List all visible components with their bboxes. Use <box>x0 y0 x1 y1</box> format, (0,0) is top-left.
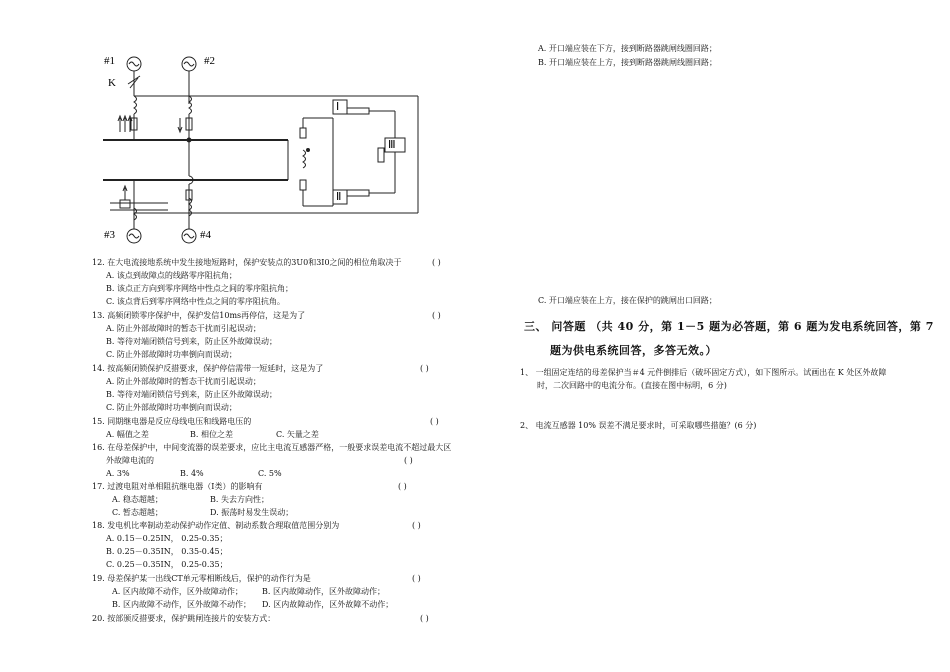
aux-resistor-top <box>300 128 306 138</box>
option-13b: B. 等待对端闭锁信号到来，防止区外故障误动； <box>106 337 277 346</box>
option-15c: C. 矢量之差 <box>276 430 319 439</box>
option-19a: A. 区内故障不动作，区外故障动作； <box>112 587 243 596</box>
ct-1-coil <box>134 96 137 114</box>
option-16b: B. 4% <box>180 469 204 478</box>
section-title-line1: 三、 问答题 （共 40 分，第 1－5 题为必答题，第 6 题为发电系统回答，第 7 <box>524 320 934 333</box>
option-19b: B. 区内故障动作，区外故障动作； <box>262 587 385 596</box>
label-n4: #4 <box>200 229 211 241</box>
option-15b: B. 相位之差 <box>190 430 233 439</box>
option-18a: A. 0.15－0.25IN， 0.25-0.35； <box>106 534 228 543</box>
question-16: 16. 在母差保护中，中间变流器的误差要求，应比主电流互感器严格，一般要求误差电流不超过最大区 <box>92 443 452 452</box>
question-13: 13. 高频闭锁零序保护中，保护发信10ms再停信，这是为了 <box>92 311 306 320</box>
option-16c: C. 5% <box>258 469 282 478</box>
option-14b: B. 等待对端闭锁信号到来，防止区外故障误动； <box>106 390 277 399</box>
option-16a: A. 3% <box>106 469 130 478</box>
label-n1: #1 <box>104 55 115 67</box>
answer-paren-14[interactable]: ( ) <box>420 364 429 373</box>
answer-paren-16[interactable]: ( ) <box>404 456 413 465</box>
option-15a: A. 幅值之差 <box>106 430 149 439</box>
busbar-protection-diagram <box>98 48 428 248</box>
option-19d: D. 区内故障动作，区外故障不动作； <box>262 600 394 609</box>
option-19c: B. 区内故障不动作，区外故障不动作； <box>112 600 251 609</box>
answer-paren-13[interactable]: ( ) <box>432 311 441 320</box>
label-relay-ii: Ⅱ <box>336 191 342 203</box>
question-17: 17. 过渡电阻对单相阻抗继电器（Ⅰ类）的影响有 <box>92 482 263 491</box>
answer-paren-15[interactable]: ( ) <box>430 417 439 426</box>
option-12c: C. 该点背后到零序网络中性点之间的零序阻抗角。 <box>106 297 285 306</box>
question-12: 12. 在大电流接地系统中发生接地短路时，保护安装点的3U0和3I0之间的相位角取决于 <box>92 258 402 267</box>
option-14c: C. 防止外部故障时功率倒向而误动； <box>106 403 237 412</box>
question-15: 15. 同期继电器是反应母线电压和线路电压的 <box>92 417 252 426</box>
question-20: 20. 按部颁反措要求，保护跳闸连接片的安装方式： <box>92 614 276 623</box>
option-17d: D. 振荡时易发生误动； <box>210 508 294 517</box>
option-20c: C. 开口端应装在上方，接在保护的跳闸出口回路； <box>538 296 717 305</box>
question-18: 18. 发电机比率制动差动保护动作定值、制动系数合理取值范围分别为 <box>92 521 340 530</box>
option-17a: A. 稳态超越； <box>112 495 163 504</box>
question-19: 19. 母差保护某一出线CT单元零相断线后，保护的动作行为是 <box>92 574 311 583</box>
section-title-line2: 题为供电系统回答，多答无效。） <box>550 344 717 357</box>
label-relay-iii: Ⅲ <box>388 139 396 151</box>
aux-ct-coil <box>303 150 306 168</box>
option-17c: C. 暂态超越； <box>112 508 163 517</box>
option-14a: A. 防止外部故障时的暂态干扰而引起误动； <box>106 377 261 386</box>
answer-paren-20[interactable]: ( ) <box>420 614 429 623</box>
label-n3: #3 <box>104 229 115 241</box>
label-n2: #2 <box>204 55 215 67</box>
essay-question-2: 2、 电流互感器 10% 误差不满足要求时，可采取哪些措施？(6 分) <box>520 421 757 430</box>
ct-3-resistor <box>120 200 130 208</box>
option-13a: A. 防止外部故障时的暂态干扰而引起误动； <box>106 324 261 333</box>
essay-question-1-line2: 时，二次回路中的电流分布。(直接在图中标明，6 分) <box>537 381 727 390</box>
label-k: K <box>108 77 116 89</box>
option-13c: C. 防止外部故障时功率倒向而误动； <box>106 350 237 359</box>
answer-paren-19[interactable]: ( ) <box>412 574 421 583</box>
option-12b: B. 该点正方向到零序网络中性点之间的零序阻抗角； <box>106 284 293 293</box>
answer-paren-12[interactable]: ( ) <box>432 258 441 267</box>
aux-resistor-bottom <box>300 180 306 190</box>
option-17b: B. 失去方向性； <box>210 495 269 504</box>
label-relay-i: Ⅰ <box>336 101 340 113</box>
option-18c: C. 0.25－0.35IN， 0.25-0.35； <box>106 560 228 569</box>
answer-paren-17[interactable]: ( ) <box>398 482 407 491</box>
option-12a: A. 该点到故障点的线路零序阻抗角； <box>106 271 237 280</box>
answer-paren-18[interactable]: ( ) <box>412 521 421 530</box>
question-16-cont: 外故障电流的 <box>106 456 154 465</box>
question-14: 14. 按高频闭锁保护反措要求，保护停信需带一短延时，这是为了 <box>92 364 324 373</box>
option-20b: B. 开口端应装在上方，接到断路器跳闸线圈回路； <box>538 58 717 67</box>
option-18b: B. 0.25－0.35IN， 0.35-0.45； <box>106 547 228 556</box>
option-20a: A. 开口端应装在下方，接到断路器跳闸线圈回路； <box>538 44 717 53</box>
essay-question-1-line1: 1、 一组固定连结的母差保护当＃4 元件倒排后（破坏固定方式），如下图所示。试画出在 K 处区外故障 <box>520 368 887 377</box>
